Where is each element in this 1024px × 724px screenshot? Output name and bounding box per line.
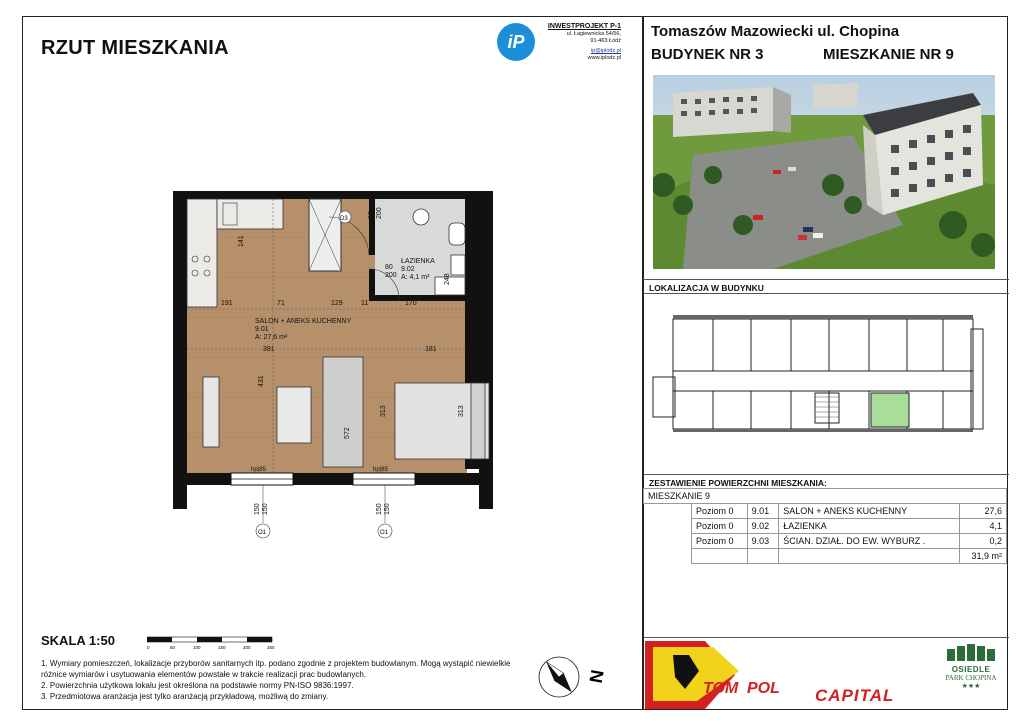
osiedle-title: OSIEDLE <box>951 665 991 674</box>
note-item: 1. Wymiary pomieszczeń, lokalizacje przyborów sanitarnych itp. podano zgodnie z projektem budowlanym. Mogą wystąpić niewielkie różnice wymiarów i usytuowania elementów powstałe w trakcie realizacji prac budowlanych. <box>41 659 511 679</box>
dim-label: 129 <box>331 300 343 307</box>
scale-tick: 200 <box>243 645 251 650</box>
total-area: 31,9 m² <box>959 549 1006 564</box>
company-email-link[interactable]: ip@iplodz.pl <box>590 48 621 54</box>
dim-label: 90 <box>368 211 375 219</box>
key-plan-label: LOKALIZACJA W BUDYNKU <box>649 283 764 293</box>
building-number: BUDYNEK NR 3 <box>651 46 764 63</box>
highlighted-flat <box>871 393 909 427</box>
area-table <box>643 488 1007 564</box>
row-code: 9.03 <box>747 534 779 549</box>
kitchen-counter <box>187 199 217 307</box>
company-street: ul. Łagiewnicka 54/56, <box>566 31 621 37</box>
row-level: Poziom 0 <box>692 519 748 534</box>
company-name: INWESTPROJEKT P-1 <box>547 23 621 30</box>
scale-label: SKALA 1:50 <box>41 633 115 648</box>
dim-label: 391 <box>263 346 275 353</box>
table-row <box>644 534 1007 549</box>
window-sill-label: hp|85 <box>373 467 388 473</box>
dim-label: 71 <box>277 300 285 307</box>
table-row <box>644 504 1007 519</box>
row-level: Poziom 0 <box>692 504 748 519</box>
dim-label: 181 <box>425 346 437 353</box>
dim-label: 248 <box>444 273 451 285</box>
dim-label: 200 <box>376 207 383 219</box>
dim-label: 150 <box>384 503 391 515</box>
scale-tick: 0 <box>147 645 150 650</box>
sheet-divider <box>642 17 644 709</box>
dim-label: 150 <box>254 503 261 515</box>
scale-bar <box>147 635 297 659</box>
company-logo: iP <box>497 23 535 61</box>
tompol-capital-logo <box>645 641 925 709</box>
bathroom-area: A: 4,1 m² <box>401 274 430 281</box>
building-rendering <box>653 75 995 269</box>
scale-tick: 50 <box>170 645 176 650</box>
notes <box>41 658 511 702</box>
row-name: SALON + ANEKS KUCHENNY <box>779 504 959 519</box>
row-name: ŁAZIENKA <box>779 519 959 534</box>
dim-label: 150 <box>262 503 269 515</box>
row-area: 4,1 <box>959 519 1006 534</box>
table-row <box>644 489 1007 504</box>
flat-number: MIESZKANIE NR 9 <box>823 46 954 63</box>
dim-label: 170 <box>405 300 417 307</box>
scale-tick: 100 <box>193 645 201 650</box>
window-tag: O1 <box>380 530 389 536</box>
drawing-sheet <box>22 16 1008 710</box>
dim-label: 313 <box>380 405 387 417</box>
houses-icon <box>941 643 1001 661</box>
north-arrow-icon <box>531 647 621 707</box>
dim-label: 11 <box>361 300 369 307</box>
project-location: Tomaszów Mazowiecki ul. Chopina <box>651 23 900 40</box>
dim-label: 150 <box>376 503 383 515</box>
company-info <box>548 23 621 62</box>
company-city: 91-463 Łódź <box>590 38 621 44</box>
row-level: Poziom 0 <box>692 534 748 549</box>
table-row <box>644 519 1007 534</box>
dim-label: 80 <box>385 264 393 271</box>
osiedle-logo <box>933 643 1009 709</box>
door-tag: D3 <box>340 216 348 222</box>
tv-cabinet <box>203 377 219 447</box>
row-area: 27,6 <box>959 504 1006 519</box>
window-sill-label: hp|85 <box>251 467 266 473</box>
osiedle-stars: ★★★ <box>961 683 981 690</box>
dim-label: 141 <box>238 235 245 247</box>
sofa <box>323 357 363 467</box>
bathroom-code: 9.02 <box>401 266 415 273</box>
scale-tick: 250 <box>267 645 275 650</box>
company-web[interactable]: www.iplodz.pl <box>587 55 621 61</box>
living-room-code: 9.01 <box>255 326 269 333</box>
building-key-plan <box>651 299 997 449</box>
note-item: 2. Powierzchnia użytkowa lokalu jest określona na podstawie normy PN-ISO 9836:1997. <box>41 681 354 690</box>
row-code: 9.02 <box>747 519 779 534</box>
brand-pol: POL <box>747 680 780 697</box>
flat-label: MIESZKANIE 9 <box>644 489 1007 504</box>
row-name: ŚCIAN. DZIAŁ. DO EW. WYBURZ . <box>779 534 959 549</box>
window-tag: O1 <box>258 530 267 536</box>
coffee-table <box>277 387 311 443</box>
table-row <box>644 549 1007 564</box>
dim-label: 572 <box>344 427 351 439</box>
brand-tom: TOM <box>703 680 739 697</box>
note-item: 3. Przedmiotowa aranżacja jest tylko aranżacją przykładową, możliwą do zmiany. <box>41 692 329 701</box>
compass-letter: N <box>585 668 608 685</box>
page-title: RZUT MIESZKANIA <box>41 37 229 59</box>
dim-label: 191 <box>221 300 233 307</box>
dim-label: 431 <box>258 375 265 387</box>
row-area: 0,2 <box>959 534 1006 549</box>
dim-label: 313 <box>458 405 465 417</box>
bathroom-name: ŁAZIENKA <box>401 258 435 265</box>
dim-label: 259 <box>370 271 377 283</box>
osiedle-subtitle: PARK CHOPINA <box>945 674 997 682</box>
row-code: 9.01 <box>747 504 779 519</box>
scale-tick: 150 <box>218 645 226 650</box>
living-room-name: SALON + ANEKS KUCHENNY <box>255 318 352 325</box>
living-room-area: A: 27,6 m² <box>255 334 288 341</box>
areas-label: ZESTAWIENIE POWIERZCHNI MIESZKANIA: <box>649 478 827 488</box>
dim-label: 200 <box>385 272 397 279</box>
brand-capital: CAPITAL <box>815 686 895 705</box>
floor-plan <box>173 177 503 557</box>
